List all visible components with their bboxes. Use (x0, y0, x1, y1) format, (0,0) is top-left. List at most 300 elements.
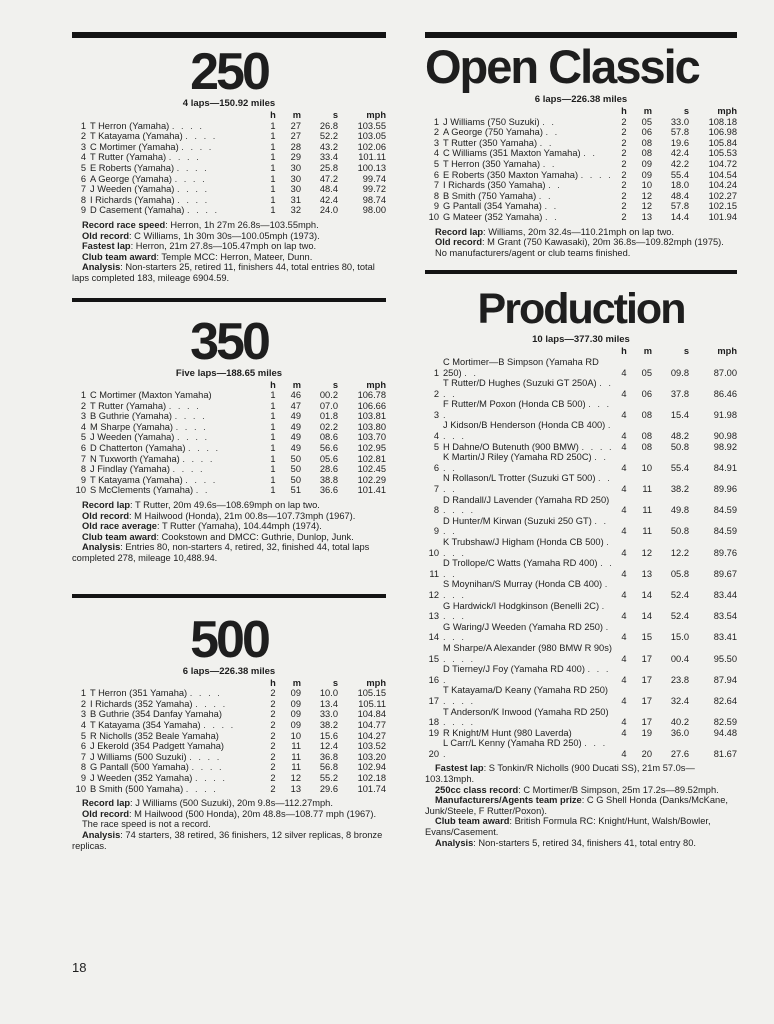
rider-name: B Guthrie (354 Danfay Yamaha) (90, 709, 222, 720)
rider-name: J Weeden (352 Yamaha) (90, 772, 193, 783)
rider-cell (443, 558, 614, 579)
header-h: h (621, 106, 627, 116)
position: 16 (428, 674, 439, 685)
rider-cell (90, 142, 263, 153)
rider-cell (443, 420, 614, 441)
note-paragraph (72, 819, 386, 830)
minutes: 09 (641, 169, 652, 180)
note-label: Record lap (82, 798, 131, 809)
note-label: Old record (435, 237, 483, 248)
position: 10 (428, 547, 439, 558)
rider-name: D Chatterton (Yamaha) (90, 443, 186, 454)
rider-name: E Roberts (Yamaha) (90, 162, 175, 173)
hours: 4 (621, 568, 627, 579)
note-paragraph (72, 809, 386, 820)
leader-dots: . . . . (203, 719, 236, 730)
hours: 1 (270, 432, 276, 443)
section-subtitle: 6 laps—226.38 miles (534, 94, 628, 105)
minutes: 11 (291, 741, 301, 752)
rider-cell (90, 411, 263, 422)
speed-mph: 102.81 (357, 453, 386, 464)
minutes: 50 (290, 474, 301, 485)
section-title: Open Classic (425, 40, 699, 93)
seconds: 18.0 (670, 180, 689, 191)
speed-mph: 102.06 (357, 141, 386, 152)
header-cell (72, 678, 90, 689)
minutes: 13 (641, 568, 652, 579)
minutes: 30 (290, 184, 301, 195)
hours: 2 (621, 201, 627, 212)
minutes: 05 (641, 367, 652, 378)
speed-mph: 103.81 (357, 411, 386, 422)
seconds: 15.0 (670, 632, 689, 643)
note-paragraph (425, 785, 737, 796)
section-production (425, 270, 737, 848)
speed-mph: 99.74 (362, 173, 386, 184)
header-s: s (332, 110, 338, 120)
minutes: 08 (641, 148, 652, 159)
table-row (425, 117, 737, 128)
leader-dots: . . (544, 201, 559, 212)
position: 4 (80, 152, 86, 163)
note-label: Analysis (82, 542, 121, 553)
header-cell (443, 346, 614, 357)
table-row (425, 420, 737, 441)
speed-mph: 101.74 (357, 783, 386, 794)
hours: 2 (270, 719, 276, 730)
seconds: 40.2 (670, 717, 689, 728)
rider-name: T Rutter/D Hughes (Suzuki GT 250A) (443, 378, 597, 389)
rider-cell (443, 728, 614, 739)
header-m: m (292, 379, 301, 390)
leader-dots: . . . . (185, 474, 218, 485)
rider-name: J Williams (750 Suzuki) (443, 116, 540, 127)
seconds: 07.0 (319, 400, 338, 411)
position: 8 (80, 762, 86, 773)
table-row (72, 454, 386, 465)
speed-mph: 103.20 (357, 751, 386, 762)
speed-mph: 105.84 (708, 137, 737, 148)
rider-cell (90, 784, 263, 795)
rider-name: N Rollason/L Trotter (Suzuki GT 500) (443, 473, 596, 484)
position: 4 (433, 148, 439, 159)
note-label: Record lap (435, 226, 484, 237)
leader-dots: . . (542, 116, 556, 127)
right-column (425, 32, 737, 848)
note-text: : M Grant (750 Kawasaki), 20m 36.8s—109.82mph (1975). (482, 237, 724, 248)
minutes: 14 (641, 611, 652, 622)
seconds: 25.8 (319, 162, 338, 173)
position: 8 (80, 464, 86, 475)
note-label: Manufacturers/Agents team prize (435, 795, 582, 806)
results-notes (72, 220, 386, 284)
speed-mph: 106.98 (708, 127, 737, 138)
header-cell (425, 106, 443, 117)
seconds: 28.6 (319, 464, 338, 475)
header-cell (72, 380, 90, 391)
leader-dots: . . . . (443, 378, 613, 399)
header-mph: mph (717, 106, 737, 116)
minutes: 10 (641, 462, 652, 473)
header-m: m (292, 677, 301, 688)
rider-name: J Kidson/B Henderson (Honda CB 400) (443, 420, 606, 431)
minutes: 50 (290, 464, 301, 475)
speed-mph: 102.94 (357, 762, 386, 773)
leader-dots: . . (538, 190, 553, 201)
rider-name: G Pantall (354 Yamaha) (443, 201, 542, 212)
minutes: 20 (641, 748, 652, 759)
note-label: Record race speed (82, 219, 166, 230)
rider-name: I Richards (Yamaha) (90, 194, 175, 205)
rider-cell (443, 399, 614, 420)
table-row (72, 390, 386, 401)
hours: 2 (270, 772, 276, 783)
hours: 1 (270, 162, 276, 173)
hours: 2 (270, 762, 276, 773)
hours: 1 (270, 390, 276, 401)
note-text: : C Williams, 1h 30m 30s—100.05mph (1973). (129, 230, 320, 241)
table-row (72, 475, 386, 486)
rider-cell (90, 464, 263, 475)
hours: 4 (621, 547, 627, 558)
rider-cell (443, 738, 614, 759)
header-cell (443, 106, 614, 117)
results-table (72, 678, 386, 795)
leader-dots: . . . . (191, 762, 224, 773)
results-table (425, 346, 737, 759)
speed-mph: 94.48 (713, 727, 737, 738)
position: 9 (80, 474, 86, 485)
leader-dots: . . . . (443, 452, 608, 473)
rider-cell (90, 731, 263, 742)
rider-name: T Rutter (Yamaha) (90, 152, 167, 163)
note-text: : Temple MCC: Herron, Mateer, Dunn. (156, 251, 313, 262)
seconds: 05.8 (670, 568, 689, 579)
note-paragraph (72, 231, 386, 242)
hours: 1 (270, 485, 276, 496)
note-text: : British Formula RC: Knight/Hunt, Walsh/Bowler, Evans/Casement. (425, 816, 711, 838)
speed-mph: 98.92 (713, 441, 737, 452)
position: 7 (80, 453, 86, 464)
page-number: 18 (72, 960, 87, 975)
seconds: 47.2 (319, 173, 338, 184)
speed-mph: 102.45 (357, 464, 386, 475)
hours: 4 (621, 484, 627, 495)
seconds: 15.4 (670, 409, 689, 420)
table-row (425, 728, 737, 739)
speed-mph: 89.96 (713, 484, 737, 495)
table-row (72, 752, 386, 763)
seconds: 42.4 (319, 194, 338, 205)
speed-mph: 102.15 (708, 201, 737, 212)
seconds: 56.8 (319, 762, 338, 773)
speed-mph: 103.55 (357, 120, 386, 131)
rider-cell (443, 685, 614, 706)
hours: 4 (621, 748, 627, 759)
position: 5 (80, 162, 86, 173)
speed-mph: 89.67 (713, 568, 737, 579)
leader-dots: . . . . (443, 558, 614, 579)
speed-mph: 108.18 (708, 116, 737, 127)
header-cell (72, 110, 90, 121)
speed-mph: 105.15 (357, 688, 386, 699)
table-row (425, 170, 737, 181)
header-h: h (270, 379, 276, 390)
seconds: 50.8 (670, 526, 689, 537)
position: 1 (433, 116, 439, 127)
note-paragraph (425, 227, 737, 238)
rider-cell (90, 454, 263, 465)
table-row (72, 411, 386, 422)
position: 18 (428, 717, 439, 728)
position: 11 (429, 568, 439, 579)
hours: 4 (621, 462, 627, 473)
leader-dots: . . . . (171, 120, 204, 131)
rider-cell (443, 138, 614, 149)
leader-dots: . . . . (194, 772, 228, 783)
table-row (425, 159, 737, 170)
rider-cell (443, 643, 614, 664)
rider-name: I Richards (350 Yamaha) (443, 180, 546, 191)
note-label: Club team award (82, 251, 157, 262)
position: 1 (80, 120, 86, 131)
rider-cell (90, 762, 263, 773)
hours: 1 (270, 173, 276, 184)
section-subtitle: 4 laps—150.92 miles (182, 98, 276, 109)
hours: 1 (270, 474, 276, 485)
rider-name: G Mateer (352 Yamaha) (443, 211, 543, 222)
leader-dots: . . . . (188, 443, 221, 454)
position: 8 (433, 505, 439, 516)
seconds: 50.8 (670, 441, 689, 452)
header-m: m (643, 106, 652, 116)
leader-dots: . . . . (177, 194, 210, 205)
speed-mph: 106.66 (357, 400, 386, 411)
rider-cell (90, 184, 263, 195)
header-s: s (683, 346, 689, 357)
table-row (425, 201, 737, 212)
note-label: Old record (82, 230, 130, 241)
seconds: 38.8 (319, 474, 338, 485)
rider-cell (90, 121, 263, 132)
rider-name: M Sharpe (Yamaha) (90, 421, 174, 432)
seconds: 33.4 (319, 152, 338, 163)
hours: 1 (270, 411, 276, 422)
hours: 2 (621, 137, 627, 148)
position: 7 (80, 184, 86, 195)
rider-name: J Weeden (Yamaha) (90, 432, 175, 443)
position: 10 (428, 211, 439, 222)
leader-dots: . . . . (189, 751, 222, 762)
table-row (72, 699, 386, 710)
rider-cell (443, 442, 614, 453)
table-row (425, 357, 737, 378)
table-row (72, 464, 386, 475)
table-header-row (425, 346, 737, 357)
minutes: 49 (290, 432, 301, 443)
rider-cell (443, 707, 614, 728)
seconds: 38.2 (319, 719, 338, 730)
table-header-row (72, 110, 386, 121)
note-paragraph (72, 532, 386, 543)
hours: 4 (621, 717, 627, 728)
leader-dots: . . . . (443, 420, 613, 442)
results-notes (425, 227, 737, 259)
rider-name: D Casement (Yamaha) (90, 205, 185, 216)
seconds: 36.0 (670, 727, 689, 738)
minutes: 09 (290, 709, 301, 720)
seconds: 27.6 (670, 748, 689, 759)
rider-cell (90, 163, 263, 174)
minutes: 12 (641, 201, 652, 212)
minutes: 28 (290, 141, 301, 152)
rider-cell (443, 159, 614, 170)
table-row (425, 378, 737, 399)
table-row (425, 516, 737, 537)
position: 5 (80, 432, 86, 443)
minutes: 12 (641, 547, 652, 558)
speed-mph: 103.05 (357, 131, 386, 142)
table-row (425, 473, 737, 494)
table-row (72, 205, 386, 216)
table-row (72, 163, 386, 174)
rider-name: K Trubshaw/J Higham (Honda CB 500) (443, 537, 604, 547)
rider-name: E Roberts (350 Maxton Yamaha) (443, 169, 579, 180)
table-row (72, 131, 386, 142)
header-m: m (292, 110, 301, 120)
results-notes (72, 798, 386, 851)
minutes: 10 (641, 180, 652, 191)
rider-cell (443, 622, 614, 643)
position: 1 (80, 390, 86, 401)
minutes: 17 (641, 695, 652, 706)
hours: 4 (621, 441, 627, 452)
hours: 2 (621, 127, 627, 138)
seconds: 38.2 (670, 484, 689, 495)
hours: 2 (621, 169, 627, 180)
rider-cell (443, 473, 614, 494)
table-row (72, 485, 386, 496)
position: 3 (80, 141, 86, 152)
minutes: 13 (641, 211, 652, 222)
header-s: s (332, 677, 338, 688)
hours: 4 (621, 409, 627, 420)
minutes: 50 (290, 453, 301, 464)
header-mph: mph (366, 677, 386, 688)
section-subtitle: 6 laps—226.38 miles (182, 665, 276, 677)
table-row (72, 443, 386, 454)
rider-cell (90, 688, 263, 699)
minutes: 11 (291, 762, 301, 773)
seconds: 43.2 (319, 141, 338, 152)
results-notes (425, 763, 737, 848)
note-paragraph (72, 521, 386, 532)
hours: 2 (270, 751, 276, 762)
seconds: 24.0 (319, 205, 338, 216)
minutes: 12 (641, 190, 652, 201)
rider-cell (90, 174, 263, 185)
leader-dots: . . . . (443, 653, 476, 664)
leader-dots: . . (464, 367, 478, 378)
seconds: 00.4 (670, 653, 689, 664)
minutes: 17 (641, 674, 652, 685)
position: 20 (428, 748, 439, 759)
header-h: h (621, 346, 627, 357)
table-row (72, 121, 386, 132)
hours: 1 (270, 421, 276, 432)
position: 1 (433, 367, 439, 378)
table-row (425, 558, 737, 579)
section-subtitle: 10 laps—377.30 miles (532, 334, 630, 346)
rider-name: R Knight/M Hunt (980 Laverda) (443, 727, 572, 738)
table-row (425, 212, 737, 223)
position: 6 (80, 741, 86, 752)
results-table (72, 380, 386, 497)
minutes: 09 (290, 698, 301, 709)
speed-mph: 83.41 (713, 632, 737, 643)
rider-cell (443, 664, 614, 685)
note-label: Club team award (435, 816, 510, 827)
rider-name: L Carr/L Kenny (Yamaha RD 250) (443, 738, 582, 749)
note-text: : M Hailwood (Honda), 21m 00.8s—107.73mph (1967). (129, 510, 356, 521)
speed-mph: 101.94 (708, 211, 737, 222)
position: 2 (433, 388, 439, 399)
position: 6 (80, 173, 86, 184)
rider-name: J Ekerold (354 Padgett Yamaha) (90, 741, 225, 752)
header-h: h (270, 110, 276, 120)
leader-dots: . . . . (443, 664, 611, 685)
position: 3 (80, 411, 86, 422)
rider-cell (90, 432, 263, 443)
rider-cell (90, 773, 263, 784)
rider-name: T Herron (351 Yamaha) (90, 688, 188, 699)
rider-name: I Richards (352 Yamaha) (90, 698, 193, 709)
position: 5 (433, 158, 439, 169)
hours: 2 (621, 116, 627, 127)
rider-name: B Smith (750 Yamaha) (443, 190, 537, 201)
position: 9 (80, 205, 86, 216)
rider-cell (443, 117, 614, 128)
position: 12 (428, 589, 439, 600)
position: 7 (433, 484, 439, 495)
seconds: 12.4 (319, 741, 338, 752)
rider-name: T Katayama/D Keany (Yamaha RD 250) (443, 685, 609, 696)
header-cell (90, 678, 263, 689)
hours: 4 (621, 632, 627, 643)
hours: 2 (270, 730, 276, 741)
seconds: 12.2 (670, 547, 689, 558)
note-text: : S Tonkin/R Nicholls (900 Ducati SS), 21m 57.0s—103.13mph. (425, 763, 695, 785)
section-title: 250 (190, 43, 268, 101)
rider-cell (443, 212, 614, 223)
leader-dots: . . . . (443, 515, 609, 537)
seconds: 52.2 (319, 131, 338, 142)
minutes: 08 (641, 431, 652, 442)
table-row (425, 685, 737, 706)
table-row (72, 422, 386, 433)
rider-name: N Tuxworth (Yamaha) (90, 453, 180, 464)
rider-cell (443, 495, 614, 516)
rider-name: B Guthrie (Yamaha) (90, 411, 172, 422)
seconds: 52.4 (670, 589, 689, 600)
leader-dots: . . . . (443, 537, 611, 558)
speed-mph: 91.98 (713, 409, 737, 420)
seconds: 56.6 (319, 443, 338, 454)
position: 7 (433, 180, 439, 191)
section-rule (72, 32, 386, 38)
leader-dots: . . . . (443, 399, 612, 420)
minutes: 15 (641, 632, 652, 643)
